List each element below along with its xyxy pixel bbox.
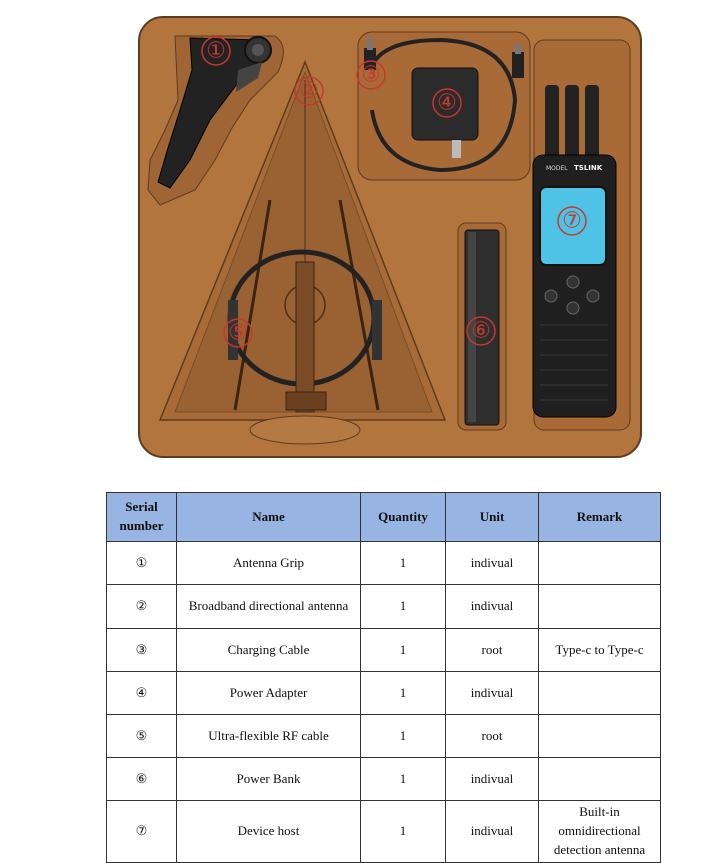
cell-remark bbox=[539, 715, 661, 758]
cell-quantity: 1 bbox=[361, 715, 446, 758]
callout-7 bbox=[558, 207, 586, 235]
cell-name: Ultra-flexible RF cable bbox=[177, 715, 361, 758]
svg-text:⑦: ⑦ bbox=[562, 208, 582, 234]
table-row bbox=[107, 542, 661, 585]
device-brand-right: TSLINK bbox=[574, 164, 603, 172]
cell-unit: root bbox=[446, 715, 539, 758]
callout-4 bbox=[433, 89, 461, 117]
header-name: Name bbox=[177, 493, 361, 542]
header-serial-number: Serial number bbox=[107, 493, 177, 542]
table-row bbox=[107, 585, 661, 629]
cell-unit: root bbox=[446, 629, 539, 672]
cell-name: Device host bbox=[177, 801, 361, 863]
cell-quantity: 1 bbox=[361, 585, 446, 629]
cell-quantity: 1 bbox=[361, 672, 446, 715]
cell-serial: ⑦ bbox=[107, 801, 177, 863]
cell-quantity: 1 bbox=[361, 629, 446, 672]
cell-name: Broadband directional antenna bbox=[177, 585, 361, 629]
svg-text:⑥: ⑥ bbox=[471, 318, 491, 344]
callout-3 bbox=[357, 61, 385, 89]
cell-unit: indivual bbox=[446, 672, 539, 715]
callout-1 bbox=[202, 37, 230, 65]
cell-quantity: 1 bbox=[361, 758, 446, 801]
cell-quantity: 1 bbox=[361, 542, 446, 585]
svg-text:③: ③ bbox=[361, 62, 381, 88]
parts-list-table bbox=[106, 492, 661, 863]
cell-remark bbox=[539, 542, 661, 585]
device-brand-left: MODEL bbox=[546, 165, 568, 172]
callout-2 bbox=[295, 77, 323, 105]
cell-serial: ⑥ bbox=[107, 758, 177, 801]
cell-unit: indivual bbox=[446, 585, 539, 629]
cell-serial: ⑤ bbox=[107, 715, 177, 758]
cell-remark: Type-c to Type-c bbox=[539, 629, 661, 672]
callout-6 bbox=[467, 317, 495, 345]
cell-name: Power Bank bbox=[177, 758, 361, 801]
svg-text:②: ② bbox=[299, 78, 319, 104]
cell-quantity: 1 bbox=[361, 801, 446, 863]
svg-text:①: ① bbox=[206, 38, 226, 64]
header-quantity: Quantity bbox=[361, 493, 446, 542]
cell-serial: ③ bbox=[107, 629, 177, 672]
table-row bbox=[107, 758, 661, 801]
svg-text:④: ④ bbox=[437, 90, 457, 116]
cell-remark bbox=[539, 758, 661, 801]
cell-remark bbox=[539, 672, 661, 715]
table-header-row bbox=[107, 493, 661, 542]
header-unit: Unit bbox=[446, 493, 539, 542]
cell-name: Power Adapter bbox=[177, 672, 361, 715]
cell-serial: ② bbox=[107, 585, 177, 629]
cell-unit: indivual bbox=[446, 542, 539, 585]
cell-serial: ① bbox=[107, 542, 177, 585]
cell-serial: ④ bbox=[107, 672, 177, 715]
cell-unit: indivual bbox=[446, 758, 539, 801]
header-remark: Remark bbox=[539, 493, 661, 542]
table-row bbox=[107, 629, 661, 672]
callout-5 bbox=[224, 319, 252, 347]
table-row bbox=[107, 672, 661, 715]
cell-name: Charging Cable bbox=[177, 629, 361, 672]
table-row bbox=[107, 801, 661, 863]
svg-text:⑤: ⑤ bbox=[228, 320, 248, 346]
cell-remark bbox=[539, 585, 661, 629]
cell-name: Antenna Grip bbox=[177, 542, 361, 585]
table-row bbox=[107, 715, 661, 758]
cell-unit: indivual bbox=[446, 801, 539, 863]
cell-remark: Built-in omnidirectional detection antenna bbox=[539, 801, 661, 863]
device-host-illustration bbox=[533, 40, 630, 430]
